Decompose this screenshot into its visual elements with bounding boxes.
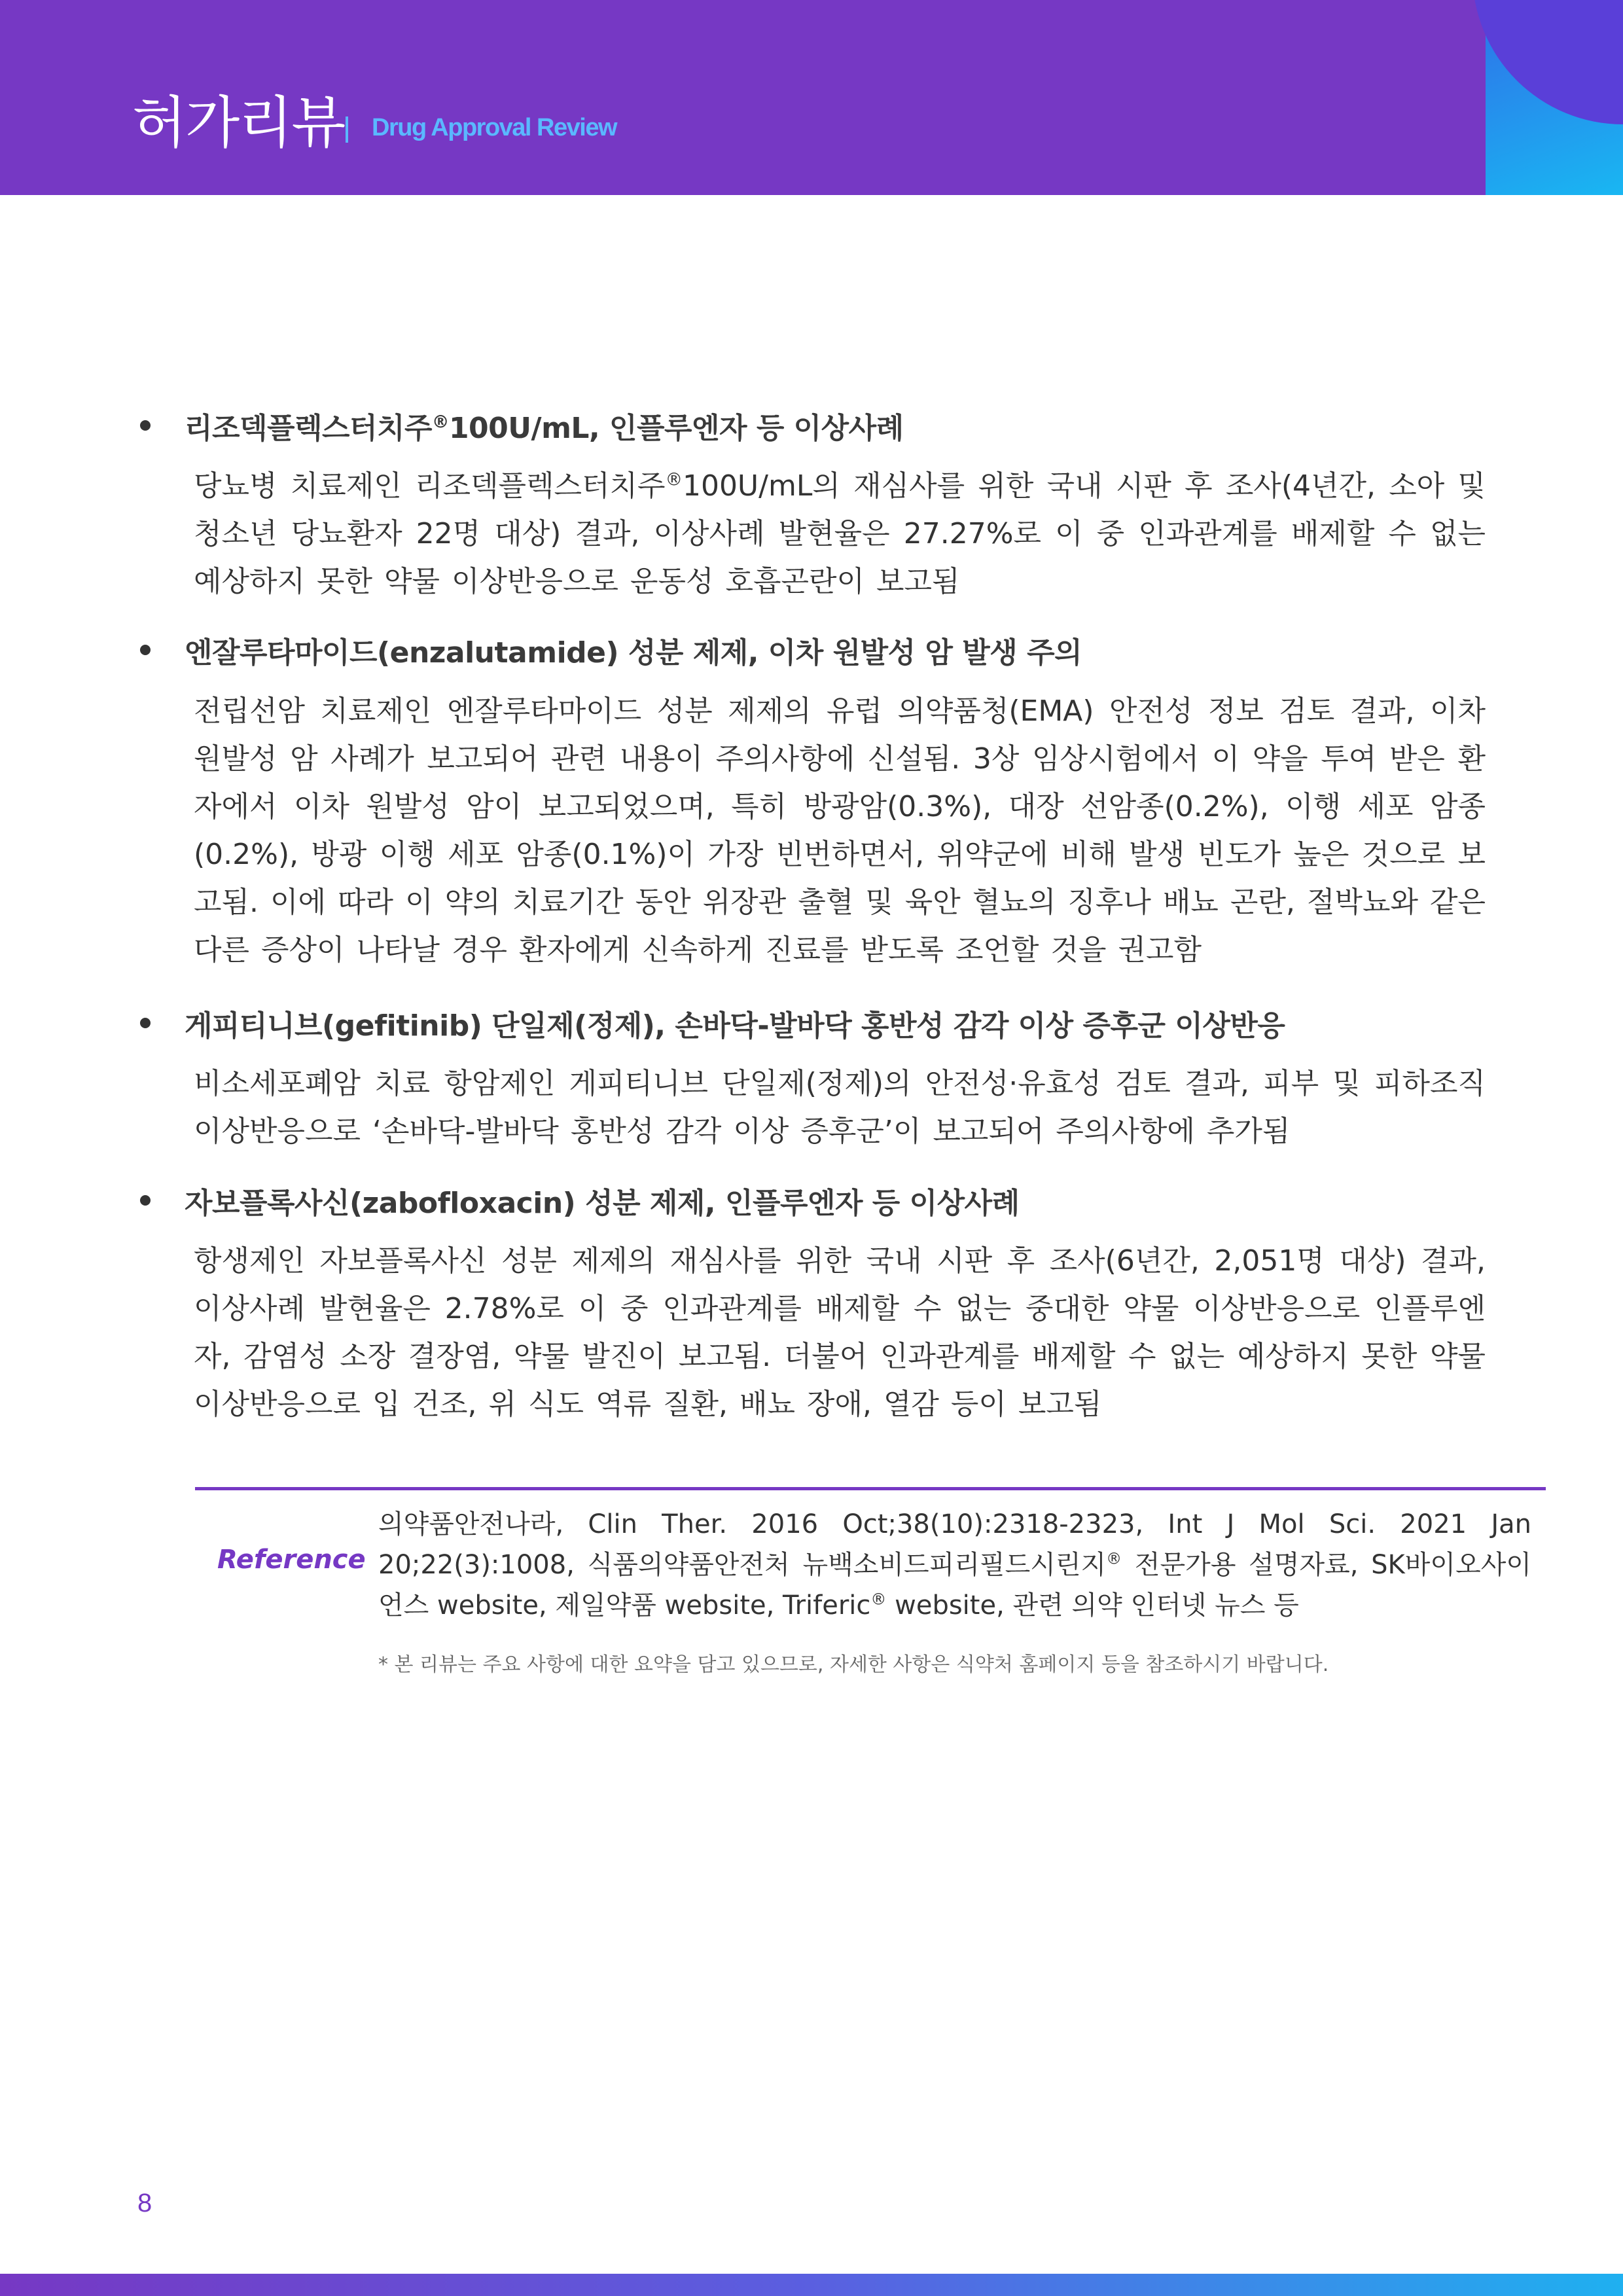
bullet-icon: [140, 420, 151, 431]
item-body: 당뇨병 치료제인 리조덱플렉스터치주®100U/mL의 재심사를 위한 국내 시판 후 조사(4년간, 소아 및 청소년 당뇨환자 22명 대상) 결과, 이상사례 발현율은 27.27%로 이 중 인과관계를 배제할 수 없는 예상하지 못한 약물 이상반응으로 운동성 호흡곤란이 보고됨: [194, 469, 1486, 598]
bullet-icon: [140, 1018, 151, 1028]
item-body: 항생제인 자보플록사신 성분 제제의 재심사를 위한 국내 시판 후 조사(6년간, 2,051명 대상) 결과, 이상사례 발현율은 2.78%로 이 중 인과관계를 배제할 수 없는 중대한 약물 이상반응으로 인플루엔자, 감염성 소장 결장염, 약물 발진이 보고됨. 더불어 인과관계를 배제할 수 없는 예상하지 못한 약물 이상반응으로 입 건조, 위 식도 역류 질환, 배뇨 장애, 열감 등이 보고됨: [194, 1244, 1486, 1421]
item-title: 엔잘루타마이드(enzalutamide) 성분 제제, 이차 원발성 암 발생 주의: [185, 636, 1082, 670]
item-title: 자보플록사신(zabofloxacin) 성분 제제, 인플루엔자 등 이상사례: [185, 1187, 1020, 1220]
item-title: 리조덱플렉스터치주®100U/mL, 인플루엔자 등 이상사례: [185, 412, 904, 445]
page-number: 8: [137, 2189, 152, 2217]
footer-gradient-bar: [0, 2274, 1623, 2296]
page-section-title: 허가리뷰: [132, 90, 345, 156]
bullet-icon: [140, 645, 151, 655]
header-separator: [346, 117, 348, 143]
disclaimer-note: * 본 리뷰는 주요 사항에 대한 요약을 담고 있으므로, 자세한 사항은 식약처 홈페이지 등을 참조하시기 바랍니다.: [378, 1653, 1329, 1676]
item-title: 게피티니브(gefitinib) 단일제(정제), 손바닥-발바닥 홍반성 감각 이상 증후군 이상반응: [185, 1009, 1285, 1043]
bullet-icon: [140, 1195, 151, 1206]
item-body: 비소세포폐암 치료 항암제인 게피티니브 단일제(정제)의 안전성·유효성 검토 결과, 피부 및 피하조직 이상반응으로 ‘손바닥-발바닥 홍반성 감각 이상 증후군’이 보고되어 주의사항에 추가됨: [194, 1067, 1486, 1148]
reference-text: 의약품안전나라, Clin Ther. 2016 Oct;38(10):2318-2323, Int J Mol Sci. 2021 Jan 20;22(3):1008, 식품의약품안전처 뉴백소비드피리필드시린지® 전문가용 설명자료, SK바이오사이언스 website, 제일약품 website, Triferic® website, 관련 의약 인터넷 뉴스 등: [378, 1509, 1531, 1621]
item-body: 전립선암 치료제인 엔잘루타마이드 성분 제제의 유럽 의약품청(EMA) 안전성 정보 검토 결과, 이차 원발성 암 사례가 보고되어 관련 내용이 주의사항에 신설됨. 3상 임상시험에서 이 약을 투여 받은 환자에서 이차 원발성 암이 보고되었으며, 특히 방광암(0.3%), 대장 선암종(0.2%), 이행 세포 암종(0.2%), 방광 이행 세포 암종(0.1%)이 가장 빈번하면서, 위약군에 비해 발생 빈도가 높은 것으로 보고됨. 이에 따라 이 약의 치료기간 동안 위장관 출혈 및 육안 혈뇨의 징후나 배뇨 곤란, 절박뇨와 같은 다른 증상이 나타날 경우 환자에게 신속하게 진료를 받도록 조언할 것을 권고함: [194, 694, 1486, 967]
reference-label: Reference: [217, 1545, 366, 1575]
reference-divider: [195, 1487, 1546, 1490]
page-section-subtitle: Drug Approval Review: [372, 114, 617, 141]
